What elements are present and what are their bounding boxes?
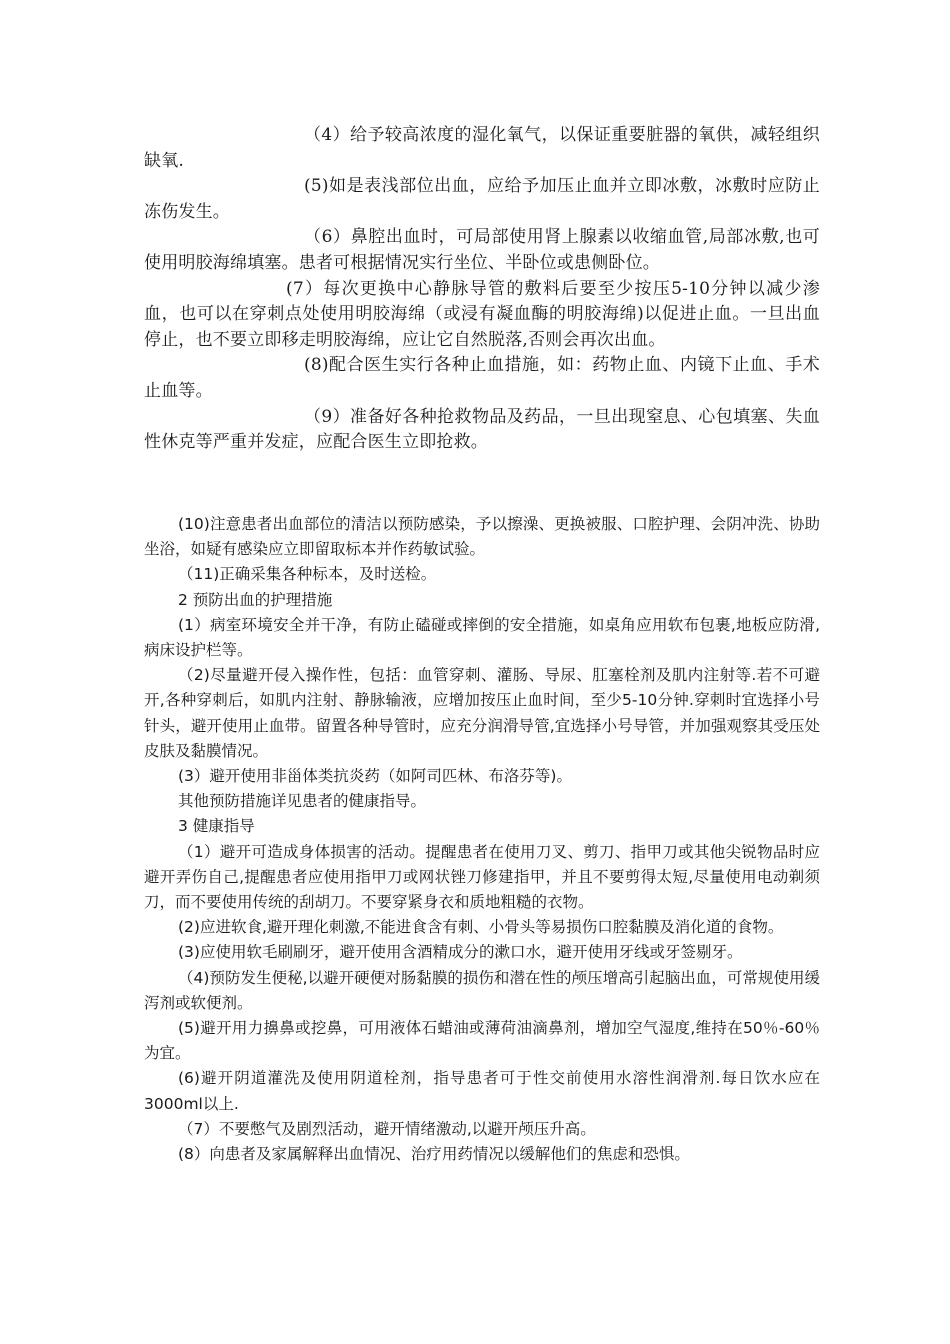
paragraph-item-11: （11)正确采集各种标本，及时送检。 — [178, 565, 437, 584]
guidance-item-1: （1）避开可造成身体损害的活动。提醒患者在使用刀叉、剪刀、指甲刀或其他尖锐物品时应避开弄伤自己,提醒患者应使用指甲刀或网状锉刀修建指甲，并且不要剪得太短,尽量使用电动剃须刀，而不要使用传统的刮胡刀。不要穿紧身衣和质地粗糙的衣物。 — [144, 842, 820, 912]
guidance-item-4: （4)预防发生便秘,以避开硬便对肠黏膜的损伤和潜在性的颅压增高引起脑出血，可常规使用缓泻剂或软便剂。 — [144, 968, 820, 1012]
section-heading-prevention: 2 预防出血的护理措施 — [178, 590, 333, 609]
guidance-item-3: (3)应使用软毛刷刷牙，避开使用含酒精成分的漱口水，避开使用牙线或牙签剔牙。 — [178, 943, 743, 962]
paragraph-item-9: （9）准备好各种抢救物品及药品，一旦出现窒息、心包填塞、失血性休克等严重并发症，应配合医生立即抢救。 — [144, 406, 820, 453]
guidance-item-7: （7）不要憋气及剧烈活动，避开情绪激动,以避开颅压升高。 — [178, 1119, 596, 1138]
guidance-item-5: (5)避开用力擤鼻或挖鼻，可用液体石蜡油或薄荷油滴鼻剂，增加空气湿度,维持在50％-60％为宜。 — [144, 1019, 820, 1063]
paragraph-item-4: （4）给予较高浓度的湿化氧气，以保证重要脏器的氧供，减轻组织缺氧. — [144, 125, 820, 171]
paragraph-item-6: （6）鼻腔出血时，可局部使用肾上腺素以收缩血管,局部冰敷,也可使用明胶海绵填塞。患者可根据情况实行坐位、半卧位或患侧卧位。 — [144, 227, 820, 273]
section-heading-health-guidance: 3 健康指导 — [178, 817, 255, 836]
guidance-item-6: (6)避开阴道灌洗及使用阴道栓剂，指导患者可于性交前使用水溶性润滑剂.每日饮水应在3000ml以上. — [144, 1069, 820, 1113]
paragraph-item-8: (8)配合医生实行各种止血措施，如：药物止血、内镜下止血、手术止血等。 — [144, 355, 820, 401]
prevention-and-health-guidance — [144, 512, 820, 1167]
prevention-note: 其他预防措施详见患者的健康指导。 — [178, 792, 427, 811]
guidance-item-8: (8）向患者及家属解释出血情况、治疗用药情况以缓解他们的焦虑和恐惧。 — [178, 1145, 690, 1164]
paragraph-item-10: (10)注意患者出血部位的清洁以预防感染，予以擦澡、更换被服、口腔护理、会阴冲洗、协助坐浴，如疑有感染应立即留取标本并作药敏试验。 — [144, 515, 820, 559]
guidance-item-2: (2)应进软食,避开理化刺激,不能进食含有刺、小骨头等易损伤口腔黏膜及消化道的食物。 — [178, 918, 784, 937]
paragraph-item-5: (5)如是表浅部位出血，应给予加压止血并立即冰敷，冰敷时应防止冻伤发生。 — [144, 176, 820, 222]
prevention-item-2: （2)尽量避开侵入操作性，包括：血管穿刺、灌肠、导尿、肛塞栓剂及肌内注射等.若不可避开,各种穿刺后，如肌内注射、静脉输液，应增加按压止血时间，至少5-10分钟.穿刺时宜选择小号针头，避开使用止血带。留置各种导管时，应充分润滑导管,宜选择小号导管，并加强观察其受压处皮肤及黏膜情况。 — [144, 666, 820, 760]
prevention-item-3: (3）避开使用非甾体类抗炎药（如阿司匹林、布洛芬等)。 — [178, 767, 572, 786]
paragraph-item-7: (7）每次更换中心静脉导管的敷料后要至少按压5-10分钟以减少渗血，也可以在穿刺点处使用明胶海绵（或浸有凝血酶的明胶海绵)以促进止血。一旦出血停止，也不要立即移走明胶海绵，应让它自然脱落,否则会再次出血。 — [144, 278, 820, 350]
prevention-item-1: (1）病室环境安全并干净，有防止磕碰或摔倒的安全措施，如桌角应用软布包裹,地板应防滑,病床设护栏等。 — [144, 615, 821, 660]
nursing-measures-continued — [144, 123, 820, 456]
